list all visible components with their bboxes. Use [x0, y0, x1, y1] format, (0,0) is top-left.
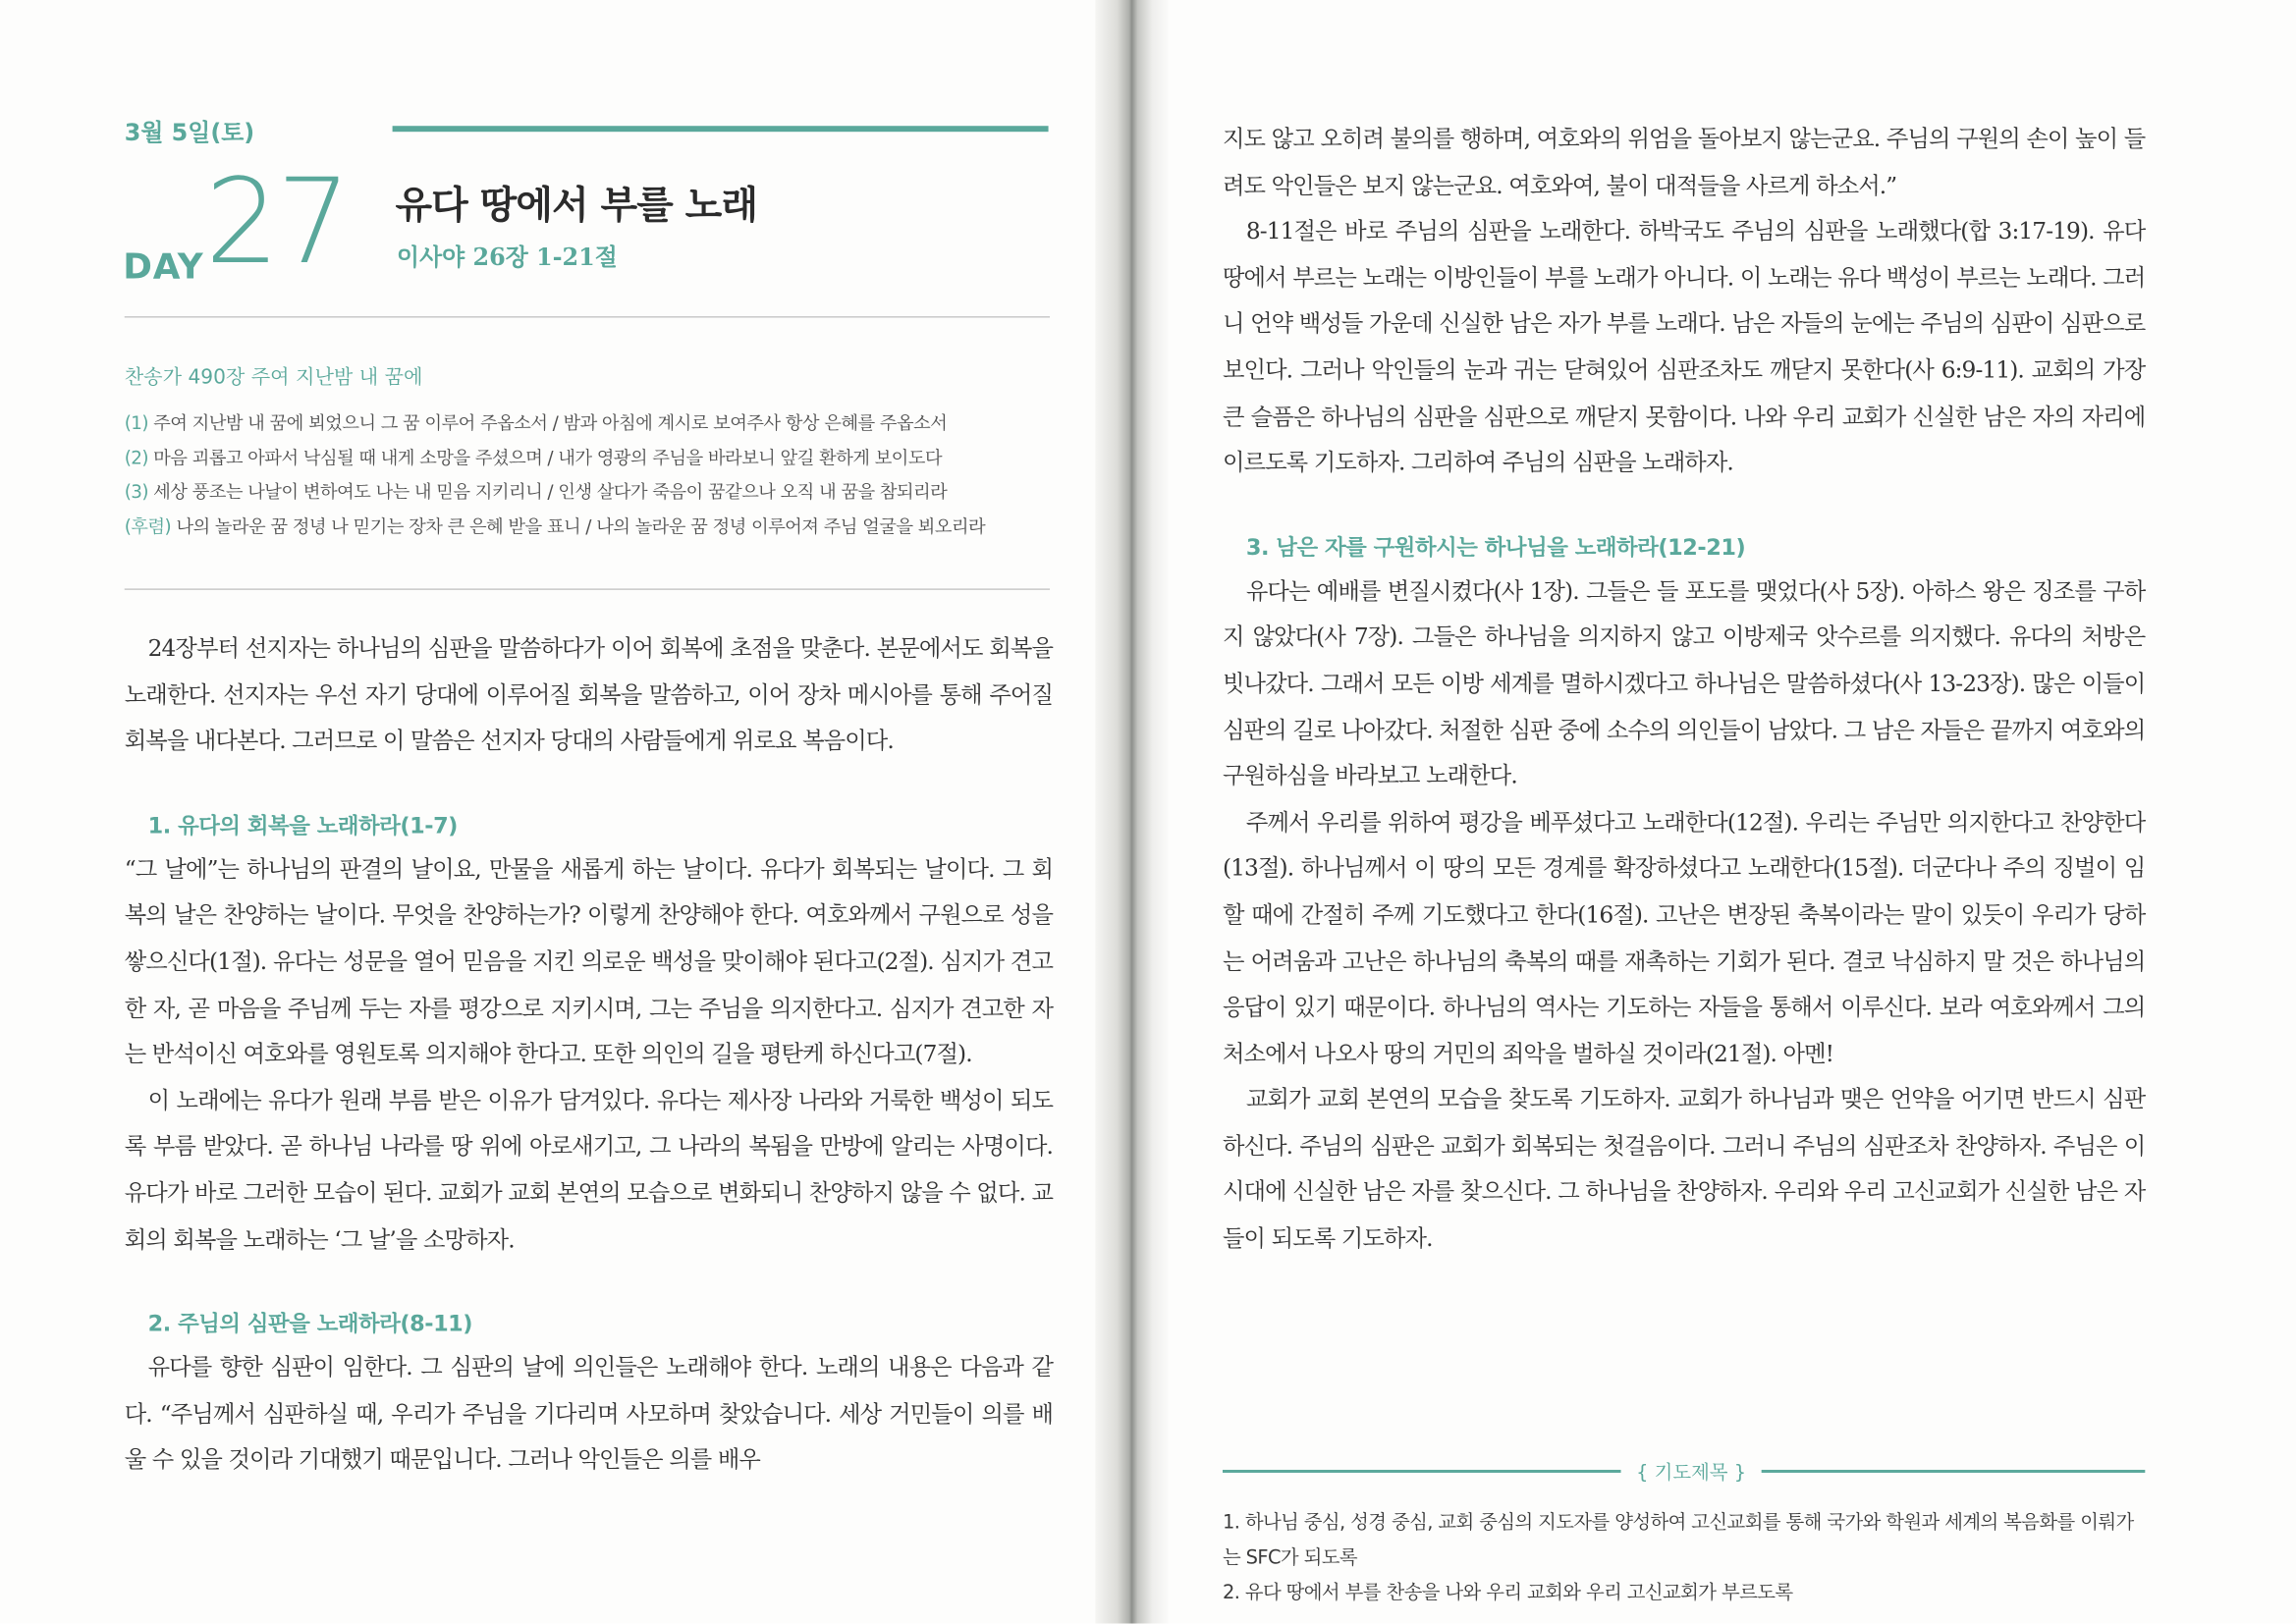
- prayer-item: 2. 유다 땅에서 부를 찬송을 나와 우리 교회와 우리 고신교회가 부르도록: [1222, 1582, 1793, 1605]
- day-number: 27: [204, 153, 349, 291]
- hymn-verse: [125, 406, 1062, 441]
- page-title: 유다 땅에서 부를 노래: [395, 184, 758, 229]
- hymn-block: [125, 360, 1062, 545]
- body-paragraph: 8-11절은 바로 주님의 심판을 노래한다. 하박국도 주님의 심판을 노래했다(합 3:17-19). 유다 땅에서 부르는 노래는 이방인들이 부를 노래가 아니다. 이 노래는 유다 백성이 부르는 노래다. 그러니 언약 백성들 가운데 신실한 남은 자가 부를 노래다. 남은 자들의 눈에는 주님의 심판이 심판으로 보인다. 그러나 악인들의 눈과 귀는 닫혀있어 심판조차도 깨닫지 못한다(사 6:9-11). 교회의 가장 큰 슬픔은 하나님의 심판을 심판으로 깨닫지 못함이다. 나와 우리 교회가 신실한 남은 자의 자리에 이르도록 기도하자. 그리하여 주님의 심판을 노래하자.: [1222, 218, 2146, 476]
- hymn-divider: [125, 588, 1050, 589]
- devotion-date: 3월 5일(토): [124, 118, 255, 147]
- prayer-header: [1223, 1457, 2145, 1487]
- prayer-rule-left: [1223, 1470, 1621, 1472]
- verse-text: 마음 괴롭고 아파서 낙심될 때 내게 소망을 주셨으며 / 내가 영광의 주님을 바라보니 앞길 환하게 보이도다: [147, 447, 943, 468]
- header-divider: [125, 316, 1050, 317]
- hymn-verse: [125, 476, 1062, 511]
- body-paragraph: 이 노래에는 유다가 원래 부름 받은 이유가 담겨있다. 유다는 제사장 나라와 거룩한 백성이 되도록 부름 받았다. 곧 하나님 나라를 땅 위에 아로새기고, 그 나라의 복됨을 만방에 알리는 사명이다. 유다가 바로 그러한 모습이 된다. 교회가 교회 본연의 모습으로 변화되니 찬양하지 않을 수 없다. 교회의 회복을 노래하는 ‘그 날’을 소망하자.: [124, 1087, 1054, 1253]
- verse-number: (2): [124, 447, 148, 468]
- prayer-rule-right: [1762, 1470, 2146, 1472]
- day-label: DAY: [123, 245, 204, 288]
- left-page: [0, 0, 1113, 1624]
- body-paragraph: “그 날에”는 하나님의 판결의 날이요, 만물을 새롭게 하는 날이다. 유다가 회복되는 날이다. 그 회복의 날은 찬양하는 날이다. 무엇을 찬양하는가? 이렇게 찬양해야 한다. 여호와께서 구원으로 성을 쌓으신다(1절). 유다는 성문을 열어 믿음을 지킨 의로운 백성을 맞이해야 된다고(2절). 심지가 견고한 자, 곧 마음을 주님께 두는 자를 평강으로 지키시며, 그는 주님을 의지한다고. 심지가 견고한 자는 반석이신 여호와를 영원토록 의지해야 한다고. 또한 의인의 길을 평탄케 하신다고(7절).: [124, 855, 1054, 1068]
- verse-text: 주여 지난밤 내 꿈에 뵈었으니 그 꿈 이루어 주옵소서 / 밤과 아침에 계시로 보여주사 항상 은혜를 주옵소서: [147, 412, 948, 434]
- section-heading: 3. 남은 자를 구원하시는 하나님을 노래하라(12-21): [1245, 533, 1746, 561]
- hymn-verse: [125, 511, 1062, 545]
- verse-text: 나의 놀라운 꿈 정녕 나 믿기는 장차 큰 은혜 받을 표니 / 나의 놀라운 꿈 정녕 이루어져 주님 얼굴을 뵈오리라: [171, 515, 986, 537]
- prayer-topics: [1223, 1457, 2145, 1612]
- verse-text: 세상 풍조는 나날이 변하여도 나는 내 믿음 지키리니 / 인생 살다가 죽음이 꿈같으나 오직 내 꿈을 참되리라: [147, 481, 948, 503]
- body-paragraph: 유다를 향한 심판이 임한다. 그 심판의 날에 의인들은 노래해야 한다. 노래의 내용은 다음과 같다. “주님께서 심판하실 때, 우리가 주님을 기다리며 사모하며 찾았습니다. 세상 거민들이 의를 배울 수 있을 것이라 기대했기 때문입니다. 그러나 악인들은 의를 배우: [124, 1354, 1054, 1474]
- body-paragraph: 교회가 교회 본연의 모습을 찾도록 기도하자. 교회가 하나님과 맺은 언약을 어기면 반드시 심판하신다. 주님의 심판은 교회가 회복되는 첫걸음이다. 그러니 주님의 심판조차 찬양하자. 주님은 이 시대에 신실한 남은 자를 찾으신다. 그 하나님을 찬양하자. 우리와 우리 고신교회가 신실한 남은 자들이 되도록 기도하자.: [1222, 1086, 2146, 1252]
- hymn-verse: [125, 442, 1062, 476]
- prayer-list: [1223, 1506, 2145, 1611]
- scripture-reference: 이사야 26장 1-21절: [397, 243, 618, 271]
- prayer-item: 1. 하나님 중심, 성경 중심, 교회 중심의 지도자를 양성하여 고신교회를 통해 국가와 학원과 세계의 복음화를 이뤄가는 SFC가 되도록: [1222, 1512, 2134, 1570]
- body-paragraph: 주께서 우리를 위하여 평강을 베푸셨다고 노래한다(12절). 우리는 주님만 의지한다고 찬양한다(13절). 하나님께서 이 땅의 모든 경계를 확장하셨다고 노래한다(15절). 더군다나 주의 징벌이 임할 때에 간절히 주께 기도했다고 한다(16절). 고난은 변장된 축복이라는 말이 있듯이 우리가 당하는 어려움과 고난은 하나님의 축복의 때를 재촉하는 기회가 된다. 결코 낙심하지 말 것은 하나님의 응답이 있기 때문이다. 하나님의 역사는 기도하는 자들을 통해서 이루신다. 보라 여호와께서 그의 처소에서 나오사 땅의 거민의 죄악을 벌하실 것이라(21절). 아멘!: [1222, 809, 2146, 1067]
- intro-paragraph: 24장부터 선지자는 하나님의 심판을 말씀하다가 이어 회복에 초점을 맞춘다. 본문에서도 회복을 노래한다. 선지자는 우선 자기 당대에 이루어질 회복을 말씀하고, 이어 장차 메시아를 통해 주어질 회복을 내다본다. 그러므로 이 말씀은 선지자 당대의 사람들에게 위로요 복음이다.: [124, 635, 1054, 755]
- body-paragraph: 지도 않고 오히려 불의를 행하며, 여호와의 위엄을 돌아보지 않는군요. 주님의 구원의 손이 높이 들려도 악인들은 보지 않는군요. 여호와여, 불이 대적들을 사르게 하소서.”: [1222, 126, 2146, 199]
- verse-number: (3): [124, 481, 148, 503]
- header-rule: [393, 126, 1049, 132]
- verse-number: (후렴): [124, 515, 172, 537]
- right-body-text: [1223, 117, 2145, 1263]
- right-page: [1157, 0, 2296, 1624]
- hymn-title: 찬송가 490장 주여 지난밤 내 꿈에: [124, 365, 423, 390]
- left-body-text: [125, 626, 1053, 1485]
- section-heading: 2. 주님의 심판을 노래하라(8-11): [147, 1310, 473, 1337]
- body-paragraph: 유다는 예배를 변질시켰다(사 1장). 그들은 들 포도를 맺었다(사 5장). 아하스 왕은 징조를 구하지 않았다(사 7장). 그들은 하나님을 의지하지 않고 이방제국 앗수르를 의지했다. 유다의 처방은 빗나갔다. 그래서 모든 이방 세계를 멸하시겠다고 하나님은 말씀하셨다(사 13-23장). 많은 이들이 심판의 길로 나아갔다. 처절한 심판 중에 소수의 의인들이 남았다. 그 남은 자들은 끝까지 여호와의 구원하심을 바라보고 노래한다.: [1222, 577, 2146, 789]
- section-heading: 1. 유다의 회복을 노래하라(1-7): [147, 812, 458, 839]
- prayer-label: { 기도제목 }: [1636, 1462, 1747, 1485]
- verse-number: (1): [124, 412, 148, 434]
